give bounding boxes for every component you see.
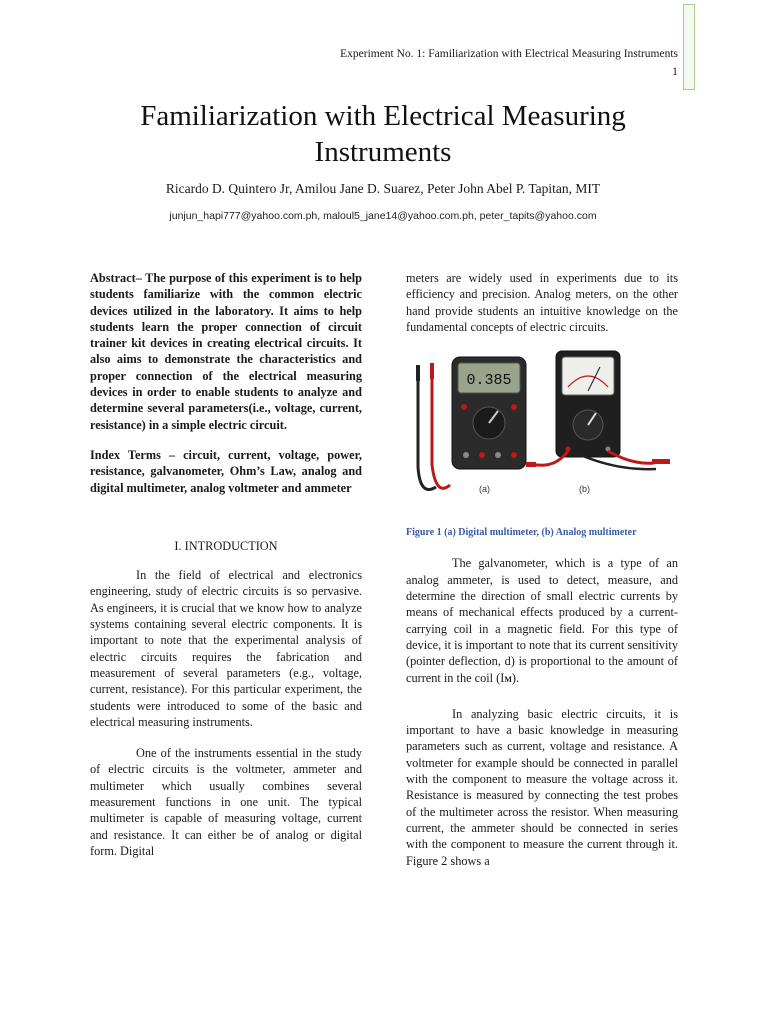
page-edge-marker xyxy=(683,4,695,90)
left-column xyxy=(90,270,362,859)
figure-1 xyxy=(406,347,678,517)
author-list: Ricardo D. Quintero Jr, Amilou Jane D. Suarez, Peter John Abel P. Tapitan, MIT xyxy=(165,181,601,196)
figure-1-caption: Figure 1 (a) Digital multimeter, (b) Analog multimeter xyxy=(406,527,637,539)
paper-title xyxy=(80,98,686,170)
galvanometer-text: The galvanometer, which is a type of an analog ammeter, is used to detect, measure, and determine the direction of small electric currents by means of mechanical effects produced by a current-carrying coil in a magnetic field. For this type of device, it is important to note that its current sensitivity (pointer deflection, d) is proportional to the amount of current in the coil (I xyxy=(406,556,678,685)
title-line-2: Instruments xyxy=(314,136,452,168)
index-terms: Index Terms – circuit, current, voltage, power, resistance, galvanometer, Ohm’s Law, analog and digital multimeter, analog voltmeter and ammeter xyxy=(90,447,362,495)
digital-display-value: 0.385 xyxy=(466,372,512,390)
title-line-1: Familiarization with Electrical Measuring xyxy=(140,100,626,132)
multimeter-photos xyxy=(406,347,678,517)
figure-label-b: (b) xyxy=(579,484,590,495)
section-heading-introduction: I. INTRODUCTION xyxy=(174,538,278,553)
running-head: Experiment No. 1: Familiarization with Electrical Measuring Instruments xyxy=(340,48,678,60)
page-number: 1 xyxy=(672,64,678,78)
abstract: Abstract– The purpose of this experiment is to help students familiarize with the common electric devices utilized in the laboratory. It aims to help students learn the proper connection of circuit trainer kit devices in creating electrical circuits. It also aims to demonstrate the characteristics and proper connection of the electrical measuring devices in order to enable students to analyze and determine several parameters(i.e., voltage, current, resistance) in a simple electric circuit. xyxy=(90,271,362,432)
author-emails: junjun_hapi777@yahoo.com.ph, maloul5_jane14@yahoo.com.ph, peter_tapits@yahoo.com xyxy=(169,210,597,222)
right-paragraph-1: meters are widely used in experiments due to its efficiency and precision. Analog meters, on the other hand provide students an intuitive knowledge on the fundamental concepts of electric circuits. xyxy=(406,271,678,334)
right-column xyxy=(406,270,678,869)
figure-label-a: (a) xyxy=(479,484,490,495)
right-paragraph-3: In analyzing basic electric circuits, it is important to have a basic knowledge in measuring parameters such as current, voltage and resistance. A voltmeter for example should be connected in parallel with the component to measure the voltage across it. Resistance is measured by connecting the test probes of the multimeter across the resistor. When measuring current, the ammeter should be connected in series with the component to measure the current through it. Figure 2 shows a xyxy=(406,706,678,868)
intro-paragraph-1: In the field of electrical and electronics engineering, study of electric circuits is so pervasive. As engineers, it is crucial that we know how to analyze systems containing several electric components. It is important to note that the experimental analysis of electric circuits requires the fabrication and measurement of several parameters (e.g., voltage, current, resistance). For this particular experiment, the students were introduced to some of the basic and electrical measuring instruments. xyxy=(90,568,362,729)
right-paragraph-2 xyxy=(406,555,678,687)
intro-paragraph-2: One of the instruments essential in the study of electric circuits is the voltmeter, ammeter and multimeter which usually combines several measurement functions in one unit. The typical multimeter is capable of measuring voltage, current and resistance. It can either be of analog or digital form. Digital xyxy=(90,746,362,858)
galvanometer-text-end: ). xyxy=(511,670,520,685)
current-subscript: M xyxy=(504,674,512,684)
